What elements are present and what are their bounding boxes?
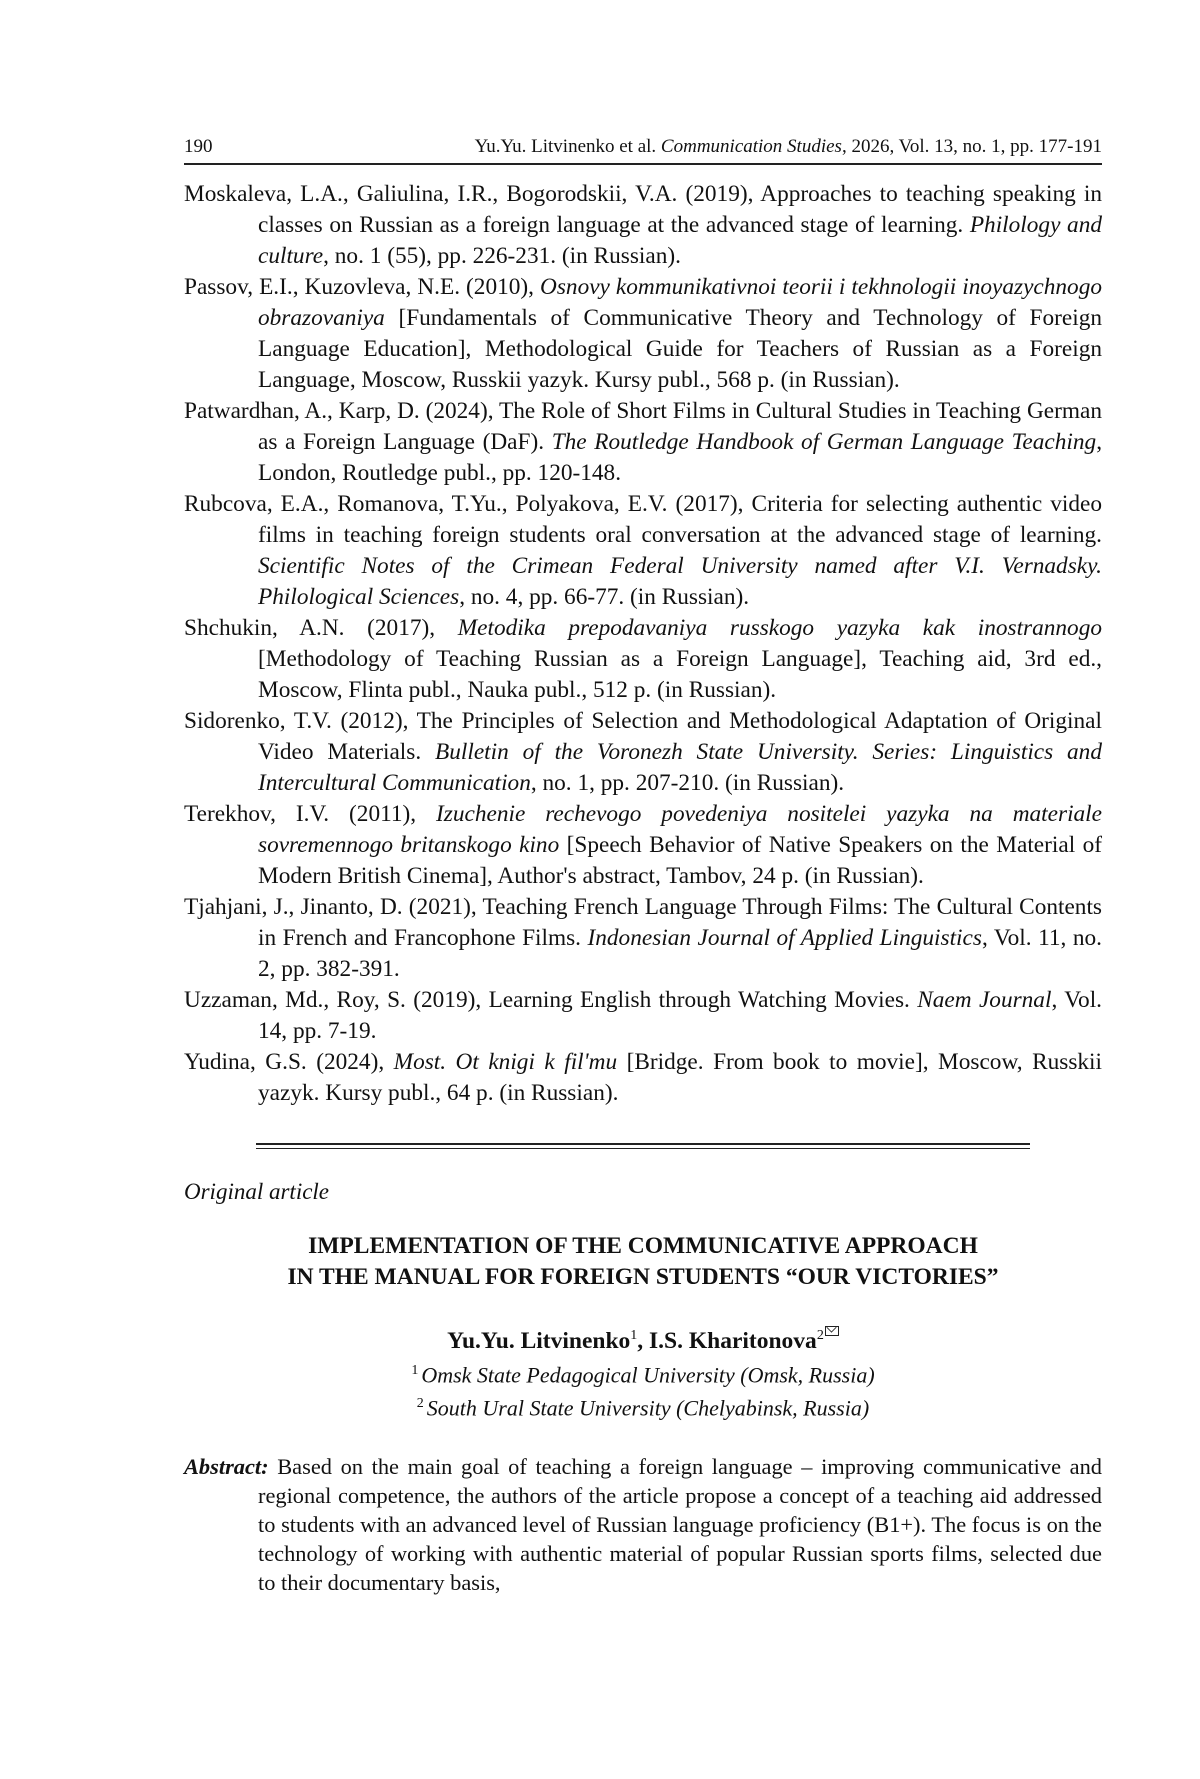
journal-name: Communication Studies bbox=[660, 136, 842, 157]
author-name: Yu.Yu. Litvinenko bbox=[447, 1327, 631, 1354]
page-number: 190 bbox=[184, 136, 213, 157]
reference-item: Sidorenko, T.V. (2012), The Principles of Selection and Methodological Adaptation of Original Video Materials. Bulletin of the Voronezh State University. Series: Linguistics and Intercultural Communication, no. 1, pp. 207-210. (in Russian). bbox=[184, 708, 1102, 796]
affiliation-marker: 2 bbox=[816, 1328, 824, 1343]
abstract-text: Based on the main goal of teaching a foreign language – improving communicative and regional competence, the authors of the article propose a concept of a teaching aid addressed to students with an advanced level of Russian language proficiency (B1+). The focus is on the technology of working with authentic material of popular Russian sports films, selected due to their documentary basis, bbox=[258, 1454, 1102, 1596]
abstract-label: Abstract: bbox=[184, 1454, 269, 1480]
envelope-icon[interactable] bbox=[825, 1326, 839, 1336]
affiliation-marker: 1 bbox=[630, 1328, 638, 1343]
page bbox=[184, 136, 1102, 1620]
running-header bbox=[184, 136, 1102, 165]
affiliation: $^2$ South Ural State University (Chelyabinsk, Russia) bbox=[416, 1395, 870, 1421]
running-title bbox=[334, 136, 1102, 158]
reference-item: Shchukin, A.N. (2017), Metodika prepodavaniya russkogo yazyka kak inostrannogo [Methodology of Teaching Russian as a Foreign Language], Teaching aid, 3rd ed., Moscow, Flinta publ., Nauka publ., 512 p. (in Russian). bbox=[184, 615, 1102, 703]
reference-list bbox=[184, 179, 1102, 1109]
reference-item: Tjahjani, J., Jinanto, D. (2021), Teaching French Language Through Films: The Cultural Contents in French and Francophone Films. Indonesian Journal of Applied Linguistics, Vol. 11, no. 2, pp. 382-391. bbox=[184, 894, 1102, 982]
title-line: IMPLEMENTATION OF THE COMMUNICATIVE APPROACH bbox=[308, 1233, 978, 1259]
abstract bbox=[184, 1452, 1102, 1597]
reference-item: Passov, E.I., Kuzovleva, N.E. (2010), Osnovy kommunikativnoi teorii i tekhnologii inoyazychnogo obrazovaniya [Fundamentals of Communicative Theory and Technology of Foreign Language Education], Methodological Guide for Teachers of Russian as a Foreign Language, Moscow, Russkii yazyk. Kursy publ., 568 p. (in Russian). bbox=[184, 274, 1102, 393]
reference-item: Moskaleva, L.A., Galiulina, I.R., Bogorodskii, V.A. (2019), Approaches to teaching speaking in classes on Russian as a foreign language at the advanced stage of learning. Philology and culture, no. 1 (55), pp. 226-231. (in Russian). bbox=[184, 181, 1102, 269]
author-list: Yu.Yu. Litvinenko$^1$, I.S. Kharitonova$^2$ bbox=[184, 1321, 1102, 1356]
title-line: IN THE MANUAL FOR FOREIGN STUDENTS “OUR VICTORIES” bbox=[287, 1264, 999, 1290]
affiliation: $^1$ Omsk State Pedagogical University (Omsk, Russia) bbox=[411, 1362, 875, 1388]
running-authors: Yu.Yu. Litvinenko et al. bbox=[474, 136, 657, 157]
author-name: I.S. Kharitonova bbox=[649, 1327, 817, 1354]
reference-item: Rubcova, E.A., Romanova, T.Yu., Polyakova, E.V. (2017), Criteria for selecting authentic video films in teaching foreign students oral conversation at the advanced stage of learning. Scientific Notes of the Crimean Federal University named after V.I. Vernadsky. Philological Sciences, no. 4, pp. 66-77. (in Russian). bbox=[184, 491, 1102, 610]
article-type: Original article bbox=[184, 1179, 330, 1204]
reference-item: Yudina, G.S. (2024), Most. Ot knigi k fil'mu [Bridge. From book to movie], Moscow, Russkii yazyk. Kursy publ., 64 p. (in Russian). bbox=[184, 1049, 1102, 1106]
section-divider bbox=[256, 1143, 1030, 1149]
reference-item: Patwardhan, A., Karp, D. (2024), The Role of Short Films in Cultural Studies in Teaching German as a Foreign Language (DaF). The Routledge Handbook of German Language Teaching, London, Routledge publ., pp. 120-148. bbox=[184, 398, 1103, 486]
article-title bbox=[184, 1231, 1102, 1293]
reference-item: Terekhov, I.V. (2011), Izuchenie rechevogo povedeniya nositelei yazyka na materiale sovremennogo britanskogo kino [Speech Behavior of Native Speakers on the Material of Modern British Cinema], Author's abstract, Tambov, 24 p. (in Russian). bbox=[184, 801, 1102, 889]
reference-item: Uzzaman, Md., Roy, S. (2019), Learning English through Watching Movies. Naem Journal, Vol. 14, pp. 7-19. bbox=[184, 987, 1102, 1044]
journal-citation: , 2026, Vol. 13, no. 1, pp. 177-191 bbox=[841, 136, 1102, 157]
